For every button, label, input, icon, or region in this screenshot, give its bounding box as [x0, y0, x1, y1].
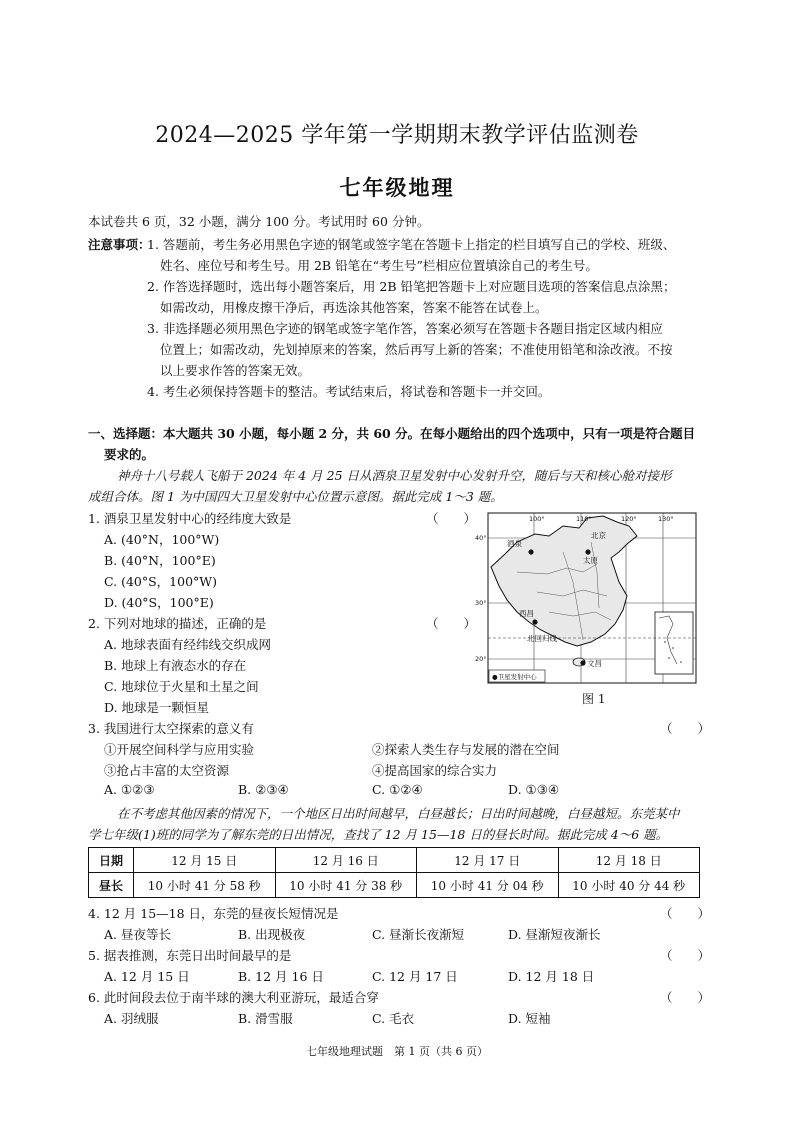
table-header-day-length: 昼长 — [89, 873, 134, 898]
passage-1-line-1: 神舟十八号载人飞船于 2024 年 4 月 25 日从酒泉卫星发射中心发射升空，随后与天和核心舱对接形 — [117, 468, 672, 483]
table-row — [89, 848, 700, 873]
lat-label-40: 40° — [475, 534, 487, 542]
q3-option-b[interactable]: B. ②③④ — [238, 782, 289, 797]
table-cell: 10 小时 41 分 58 秒 — [134, 873, 276, 898]
q6-answer-paren[interactable]: （ ） — [660, 990, 711, 1005]
lon-label-130: 130° — [658, 515, 674, 523]
site-label-beijing: 北京 — [591, 531, 606, 540]
notes-line-7: 以上要求作答的答案无效。 — [160, 363, 311, 378]
launch-centers-map — [475, 512, 697, 684]
q3-stem: 3. 我国进行太空探索的意义有 — [88, 721, 254, 736]
taiyuan-site-marker — [585, 549, 590, 554]
q1-option-c[interactable]: C. (40°S，100°W) — [104, 574, 217, 589]
q6-stem: 6. 此时间段去位于南半球的澳大利亚游玩，最适合穿 — [88, 990, 379, 1005]
passage-1-line-2: 成组合体。图 1 为中国四大卫星发射中心位置示意图。据此完成 1～3 题。 — [88, 489, 503, 504]
q1-option-a[interactable]: A. (40°N，100°W) — [104, 532, 220, 547]
notes-line-2: 姓名、座位号和考生号。用 2B 铅笔在“考生号”栏相应位置填涂自己的考生号。 — [160, 258, 598, 273]
figure-caption: 图 1 — [582, 692, 606, 706]
exam-intro: 本试卷共 6 页，32 小题，满分 100 分。考试用时 60 分钟。 — [88, 214, 430, 229]
page-footer: 七年级地理试题 第 1 页（共 6 页） — [306, 1045, 488, 1058]
map-legend: ●卫星发射中心 — [492, 673, 537, 681]
notes-line-1: 1. 答题前，考生务必用黑色字迹的钢笔或签字笔在答题卡上指定的栏目填写自己的学校、班级、 — [147, 237, 676, 252]
jiuquan-site-marker — [528, 549, 533, 554]
q5-option-c[interactable]: C. 12 月 17 日 — [372, 969, 458, 984]
table-cell: 12 月 17 日 — [417, 848, 559, 873]
exam-subtitle: 七年级地理 — [339, 175, 455, 200]
q2-option-a[interactable]: A. 地球表面有经纬线交织成网 — [104, 637, 271, 652]
lat-label-30: 30° — [475, 599, 487, 607]
q6-option-b[interactable]: B. 滑雪服 — [238, 1011, 293, 1026]
lon-label-110: 110° — [576, 515, 592, 523]
section-heading: 一、选择题：本大题共 30 小题，每小题 2 分，共 60 分。在每小题给出的四个选项中，只有一项是符合题目 — [88, 426, 696, 441]
q6-option-a[interactable]: A. 羽绒服 — [104, 1011, 159, 1026]
q1-option-b[interactable]: B. (40°N，100°E) — [104, 553, 216, 568]
day-length-table — [88, 847, 700, 898]
q2-option-d[interactable]: D. 地球是一颗恒星 — [104, 700, 210, 715]
q3-option-a[interactable]: A. ①②③ — [104, 782, 155, 797]
notes-line-3: 2. 作答选择题时，选出每小题答案后，用 2B 铅笔把答题卡上对应题目选项的答案信息点涂黑； — [147, 279, 676, 294]
q2-stem: 2. 下列对地球的描述，正确的是 — [88, 616, 267, 631]
notes-line-5: 3. 非选择题必须用黑色字迹的钢笔或签字笔作答，答案必须写在答题卡各题目指定区域内相应 — [147, 321, 663, 336]
q3-item-3: ③抢占丰富的太空资源 — [104, 763, 230, 778]
table-row — [89, 873, 700, 898]
lon-label-120: 120° — [621, 515, 637, 523]
q4-answer-paren[interactable]: （ ） — [660, 906, 711, 921]
q5-option-a[interactable]: A. 12 月 15 日 — [104, 969, 190, 984]
q5-option-b[interactable]: B. 12 月 16 日 — [238, 969, 324, 984]
section-heading-cont: 要求的。 — [104, 447, 155, 462]
site-label-taiyuan: 太原 — [583, 556, 598, 565]
q5-stem: 5. 据表推测，东莞日出时间最早的是 — [88, 948, 292, 963]
site-label-wenchang: 文昌 — [587, 659, 602, 668]
q3-item-2: ②探索人类生存与发展的潜在空间 — [372, 742, 560, 757]
site-label-jiuquan: 酒泉 — [507, 539, 522, 548]
q3-answer-paren[interactable]: （ ） — [660, 721, 711, 736]
table-cell: 12 月 15 日 — [134, 848, 276, 873]
table-cell: 12 月 16 日 — [275, 848, 417, 873]
q2-answer-paren[interactable]: （ ） — [426, 616, 477, 631]
q1-answer-paren[interactable]: （ ） — [426, 511, 477, 526]
exam-title: 2024—2025 学年第一学期期末教学评估监测卷 — [155, 123, 639, 148]
lon-label-100: 100° — [529, 515, 545, 523]
table-cell: 12 月 18 日 — [558, 848, 700, 873]
passage-2-line-2: 学七年级(1)班的同学为了解东莞的日出情况，查找了 12 月 15—18 日的昼长时间。据此完成 4～6 题。 — [88, 827, 669, 842]
q3-option-c[interactable]: C. ①②④ — [372, 782, 423, 797]
q3-item-1: ①开展空间科学与应用实验 — [104, 742, 255, 757]
q2-option-c[interactable]: C. 地球位于火星和土星之间 — [104, 679, 259, 694]
q3-item-4: ④提高国家的综合实力 — [372, 763, 498, 778]
passage-2-line-1: 在不考虑其他因素的情况下，一个地区日出时间越早，白昼越长；日出时间越晚，白昼越短。东莞某中 — [117, 806, 680, 821]
site-label-xichang: 西昌 — [519, 609, 534, 618]
q4-stem: 4. 12 月 15—18 日，东莞的昼夜长短情况是 — [88, 906, 339, 921]
q5-answer-paren[interactable]: （ ） — [660, 948, 711, 963]
q4-option-c[interactable]: C. 昼渐长夜渐短 — [372, 927, 465, 942]
notes-label: 注意事项： — [88, 237, 151, 252]
q4-option-a[interactable]: A. 昼夜等长 — [104, 927, 171, 942]
q4-option-d[interactable]: D. 昼渐短夜渐长 — [508, 927, 601, 942]
lat-label-20: 20° — [475, 655, 487, 663]
notes-line-4: 如需改动，用橡皮擦干净后，再选涂其他答案，答案不能答在试卷上。 — [160, 300, 548, 315]
table-header-date: 日期 — [89, 848, 134, 873]
xichang-site-marker — [532, 619, 537, 624]
wenchang-site-marker — [580, 660, 585, 665]
q3-option-d[interactable]: D. ①③④ — [508, 782, 560, 797]
q1-stem: 1. 酒泉卫星发射中心的经纬度大致是 — [88, 511, 292, 526]
q6-option-d[interactable]: D. 短袖 — [508, 1011, 551, 1026]
table-cell: 10 小时 41 分 38 秒 — [275, 873, 417, 898]
q5-option-d[interactable]: D. 12 月 18 日 — [508, 969, 595, 984]
q6-option-c[interactable]: C. 毛衣 — [372, 1011, 415, 1026]
notes-line-6: 位置上；如需改动，先划掉原来的答案，然后再写上新的答案；不准使用铅笔和涂改液。不按 — [160, 342, 673, 357]
q1-option-d[interactable]: D. (40°S，100°E) — [104, 595, 214, 610]
table-cell: 10 小时 41 分 04 秒 — [417, 873, 559, 898]
q2-option-b[interactable]: B. 地球上有液态水的存在 — [104, 658, 247, 673]
table-cell: 10 小时 40 分 44 秒 — [558, 873, 700, 898]
tropic-label: 北回归线 — [527, 634, 557, 643]
notes-line-8: 4. 考生必须保持答题卡的整洁。考试结束后，将试卷和答题卡一并交回。 — [147, 384, 551, 399]
q4-option-b[interactable]: B. 出现极夜 — [238, 927, 306, 942]
